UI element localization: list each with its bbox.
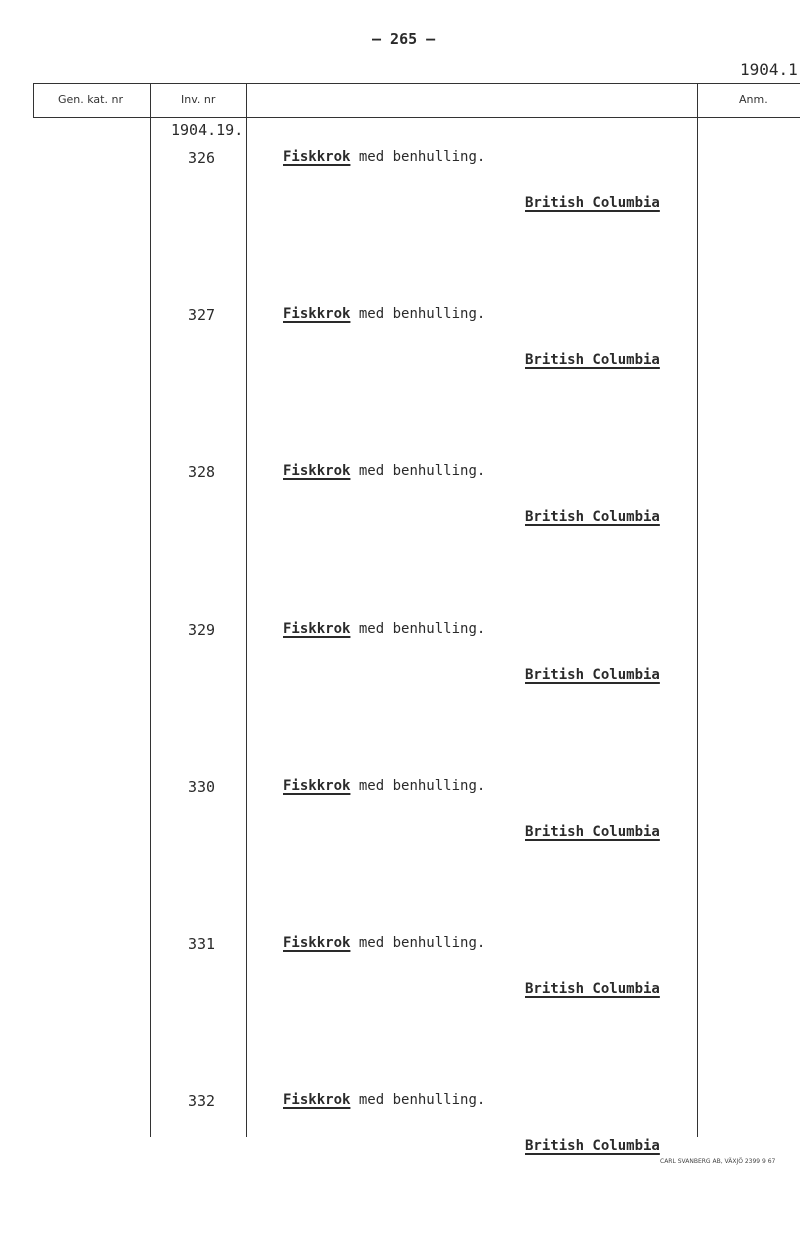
catalog-entry xyxy=(0,149,800,299)
entry-description xyxy=(283,778,485,794)
entry-keyword: Fiskkrok xyxy=(283,621,351,637)
entry-description xyxy=(283,463,485,479)
entry-description-rest: med benhulling. xyxy=(350,1092,486,1108)
entry-keyword: Fiskkrok xyxy=(283,463,351,479)
inventory-number: 327 xyxy=(188,306,216,324)
inventory-number: 332 xyxy=(188,1092,216,1110)
entry-place: British Columbia xyxy=(525,195,660,211)
entry-description-rest: med benhulling. xyxy=(350,935,486,951)
table-top-rule xyxy=(33,83,800,84)
catalog-entry xyxy=(0,463,800,613)
inventory-number: 330 xyxy=(188,778,216,796)
catalog-entry xyxy=(0,1092,800,1242)
inventory-year: 1904.19. xyxy=(171,121,244,139)
inventory-number: 326 xyxy=(188,149,216,167)
inventory-number: 331 xyxy=(188,935,216,953)
entry-place: British Columbia xyxy=(525,509,660,525)
entry-keyword: Fiskkrok xyxy=(283,778,351,794)
entry-keyword: Fiskkrok xyxy=(283,935,351,951)
page-number: – 265 – xyxy=(372,30,436,48)
entry-keyword: Fiskkrok xyxy=(283,1092,351,1108)
catalog-entry xyxy=(0,935,800,1085)
column-header-inv: Inv. nr xyxy=(181,93,216,106)
entry-place: British Columbia xyxy=(525,824,660,840)
printer-imprint: CARL SVANBERG AB, VÄXJÖ 2399 9 67 xyxy=(660,1158,776,1165)
catalog-entry xyxy=(0,306,800,456)
entry-place: British Columbia xyxy=(525,981,660,997)
entry-description-rest: med benhulling. xyxy=(350,149,486,165)
table-left-rule xyxy=(33,83,34,118)
entry-place: British Columbia xyxy=(525,352,660,368)
column-header-anm: Anm. xyxy=(739,93,768,106)
entry-place: British Columbia xyxy=(525,667,660,683)
entry-description xyxy=(283,621,485,637)
inventory-number: 329 xyxy=(188,621,216,639)
entry-description-rest: med benhulling. xyxy=(350,621,486,637)
header-bottom-rule xyxy=(33,117,800,118)
entry-description-rest: med benhulling. xyxy=(350,778,486,794)
entry-keyword: Fiskkrok xyxy=(283,149,351,165)
entry-description xyxy=(283,306,485,322)
entry-description-rest: med benhulling. xyxy=(350,306,486,322)
entry-place: British Columbia xyxy=(525,1138,660,1154)
year-reference: 1904.1 xyxy=(740,60,798,79)
entry-description xyxy=(283,1092,485,1108)
inventory-number: 328 xyxy=(188,463,216,481)
entry-description xyxy=(283,149,485,165)
catalog-entry xyxy=(0,778,800,928)
catalog-entry xyxy=(0,621,800,771)
column-header-gen-kat: Gen. kat. nr xyxy=(58,93,123,106)
entry-keyword: Fiskkrok xyxy=(283,306,351,322)
entry-description-rest: med benhulling. xyxy=(350,463,486,479)
entry-description xyxy=(283,935,485,951)
